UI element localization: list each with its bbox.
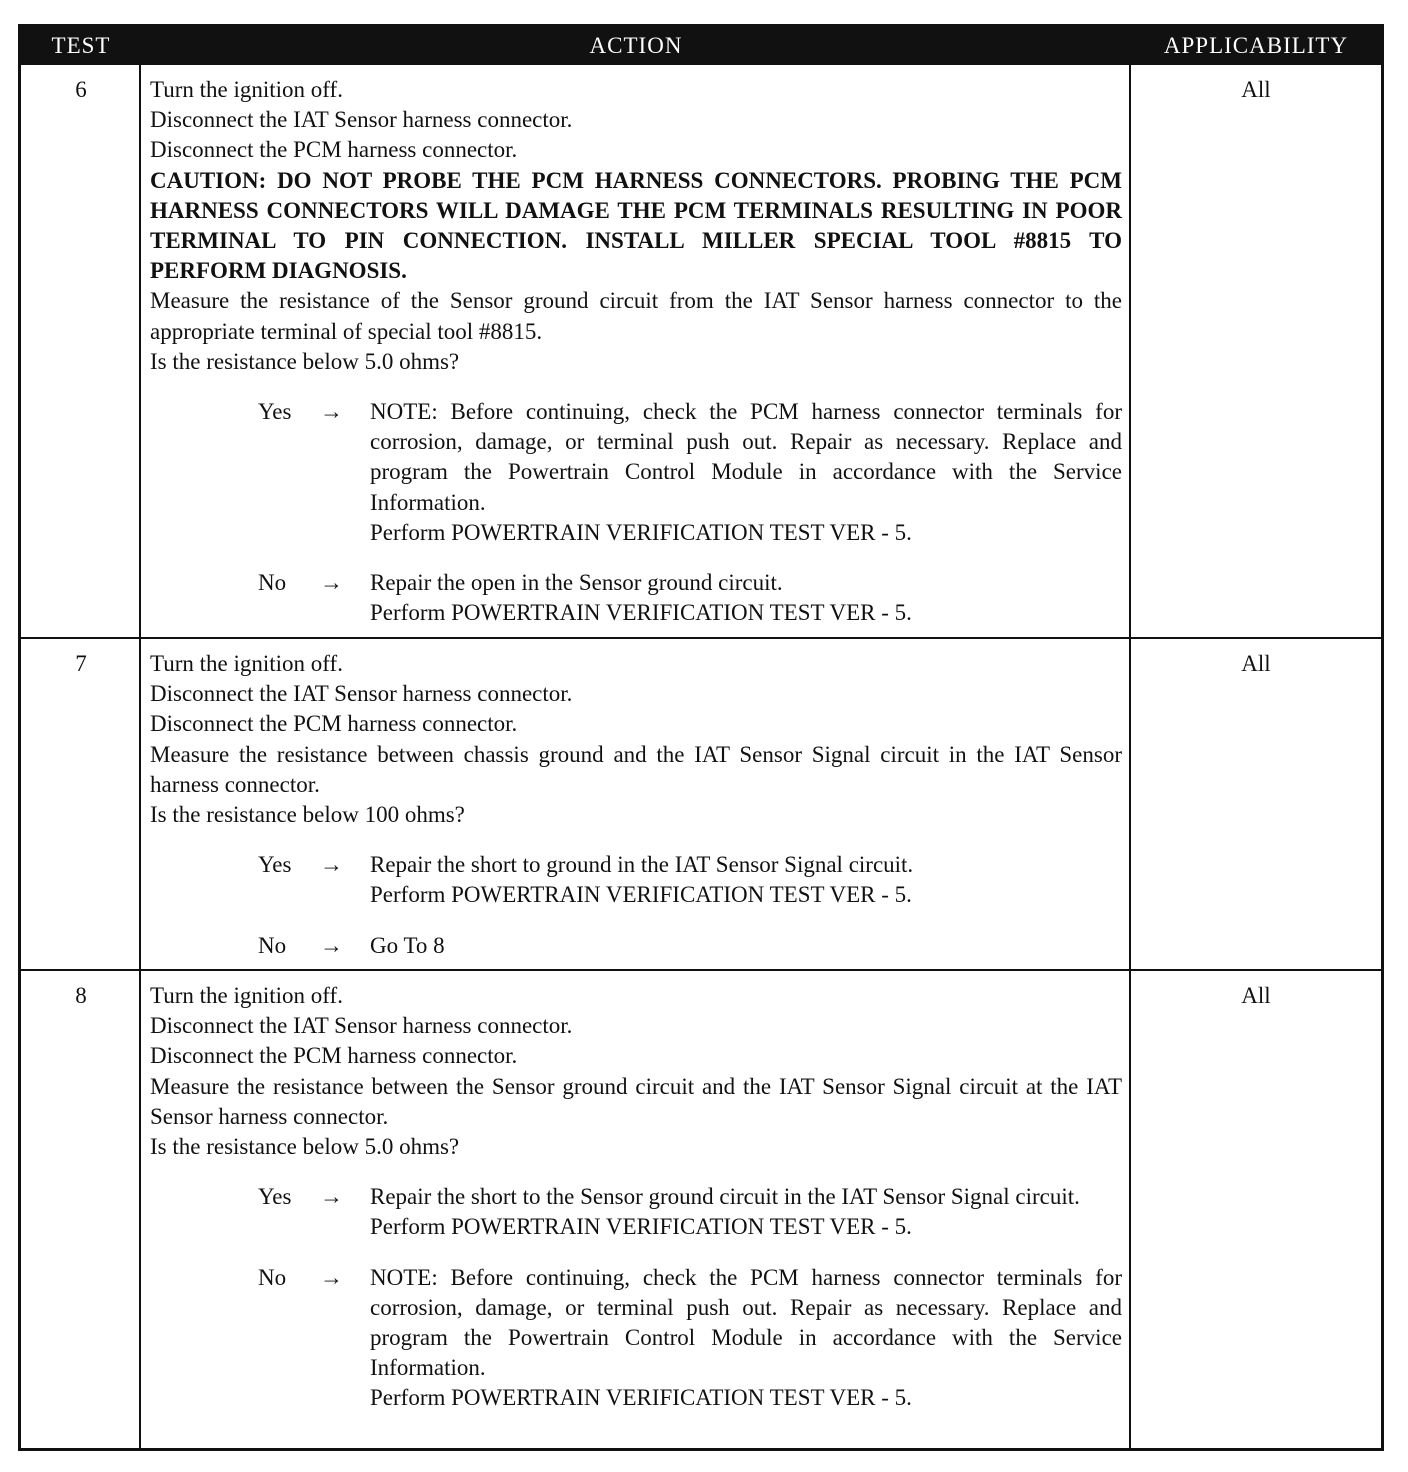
no-label: No [258,1264,287,1290]
action-cell [150,75,1122,628]
yes-text: NOTE: Before continuing, check the PCM harness connector terminals for corrosion, damage, or terminal push out. Repair as necessary. Replace and program the Powertrain Control Module in accordance with the Service Information. [370,399,1122,515]
yes-branch [150,1182,1122,1242]
arrow-icon: → [320,570,343,596]
yes-label: Yes [258,852,292,878]
table-row-test-6 [21,65,1381,639]
arrow-icon: → [320,399,343,425]
no-text: NOTE: Before continuing, check the PCM harness connector terminals for corrosion, damage, or terminal push out. Repair as necessary. Replace and program the Powertrain Control Module in accordance with the Service Information. [370,1264,1122,1381]
table-row-test-8 [21,971,1381,1448]
yes-branch [150,397,1122,548]
arrow-icon: → [320,852,343,878]
measure-step: Measure the resistance of the Sensor ground circuit from the IAT Sensor harness connector to the appropriate terminal of special tool #8815. [150,288,1122,344]
yes-perform: Perform POWERTRAIN VERIFICATION TEST VER - 5. [370,882,912,908]
yes-text: Repair the short to the Sensor ground circuit in the IAT Sensor Signal circuit. [370,1184,1080,1210]
question: Is the resistance below 5.0 ohms? [150,348,460,374]
step-line: Turn the ignition off. [150,983,343,1008]
yes-perform: Perform POWERTRAIN VERIFICATION TEST VER - 5. [370,519,912,545]
test-number: 6 [75,77,87,102]
no-branch [150,931,1122,961]
applicability-value: All [1241,77,1271,102]
no-label: No [258,932,287,958]
applicability-value: All [1241,983,1271,1008]
action-cell [150,649,1122,961]
table-row-test-7 [21,639,1381,971]
header-action: ACTION [589,33,683,58]
no-text: Repair the open in the Sensor ground circuit. [370,570,783,596]
measure-step: Measure the resistance between the Sensor ground circuit and the IAT Sensor Signal circuit at the IAT Sensor harness connector. [150,1073,1122,1129]
question: Is the resistance below 100 ohms? [150,802,465,828]
step-line: Turn the ignition off. [150,77,343,102]
action-cell [150,981,1122,1414]
test-number: 7 [75,651,87,676]
step-line: Turn the ignition off. [150,651,343,676]
measure-step: Measure the resistance between chassis ground and the IAT Sensor Signal circuit in the IAT Sensor harness connector. [150,741,1122,797]
step-line: Disconnect the IAT Sensor harness connector. [150,107,573,133]
table-header [21,27,1381,65]
step-line: Disconnect the PCM harness connector. [150,711,518,737]
yes-label: Yes [258,1184,292,1210]
applicability-value: All [1241,651,1271,676]
step-line: Disconnect the PCM harness connector. [150,1043,518,1069]
header-test: TEST [51,33,111,58]
arrow-icon: → [320,932,343,958]
no-branch [150,1263,1122,1414]
caution-text: CAUTION: DO NOT PROBE THE PCM HARNESS CONNECTORS. PROBING THE PCM HARNESS CONNECTORS WILL DAMAGE THE PCM TERMINALS RESULTING IN POOR TERMINAL TO PIN CONNECTION. INSTALL MILLER SPECIAL TOOL #8815 TO PERFORM DIAGNOSIS. [150,167,1122,284]
yes-text: Repair the short to ground in the IAT Sensor Signal circuit. [370,852,914,878]
step-line: Disconnect the IAT Sensor harness connector. [150,681,573,707]
arrow-icon: → [320,1184,343,1210]
step-line: Disconnect the IAT Sensor harness connector. [150,1013,573,1039]
arrow-icon: → [320,1264,343,1290]
no-label: No [258,570,287,596]
test-number: 8 [75,983,87,1008]
question: Is the resistance below 5.0 ohms? [150,1134,460,1160]
no-perform: Perform POWERTRAIN VERIFICATION TEST VER - 5. [370,600,912,626]
step-line: Disconnect the PCM harness connector. [150,137,518,163]
yes-perform: Perform POWERTRAIN VERIFICATION TEST VER - 5. [370,1214,912,1240]
diagnostic-table [18,24,1384,1451]
no-branch [150,568,1122,628]
no-perform: Perform POWERTRAIN VERIFICATION TEST VER - 5. [370,1385,912,1411]
yes-label: Yes [258,399,292,425]
header-applicability: APPLICABILITY [1163,33,1349,58]
no-text: Go To 8 [370,932,445,958]
yes-branch [150,850,1122,910]
